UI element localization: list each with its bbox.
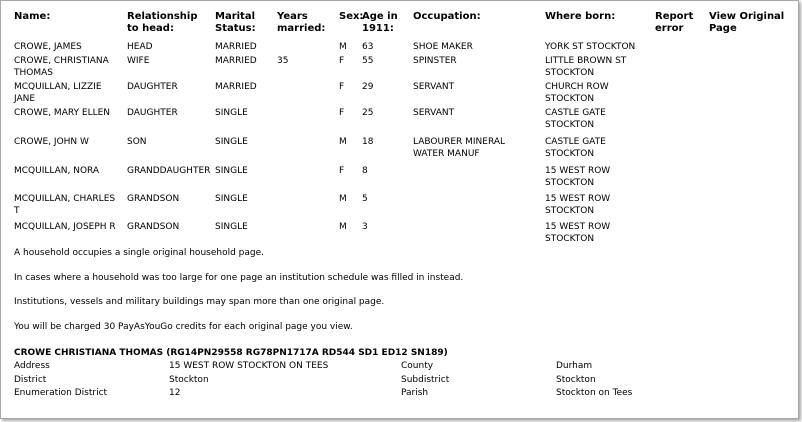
cell-born: CHURCH ROW STOCKTON: [545, 82, 609, 104]
cell-marital: SINGLE: [215, 108, 248, 118]
cell-view-original: [706, 218, 796, 246]
cell-marital: MARRIED: [215, 56, 257, 66]
detail-row: [14, 388, 794, 402]
cell-name: MCQUILLAN, CHARLES T: [14, 194, 116, 216]
note-single-page: A household occupies a single original household page.: [14, 248, 264, 258]
cell-marital: SINGLE: [215, 166, 248, 176]
cell-born: 15 WEST ROW STOCKTON: [545, 194, 611, 216]
cell-relationship: GRANDSON: [127, 222, 180, 232]
cell-marital: SINGLE: [215, 222, 248, 232]
cell-occupation: SERVANT: [413, 82, 455, 92]
cell-occupation: LABOURER MINERAL WATER MANUF: [413, 137, 506, 159]
district-value: Stockton: [169, 374, 209, 385]
header-occupation: Occupation:: [413, 11, 481, 22]
parish-label: Parish: [401, 388, 429, 398]
cell-report-error: [652, 218, 706, 246]
county-value: Durham: [556, 361, 593, 371]
address-label: Address: [14, 361, 50, 371]
cell-name: CROWE, CHRISTIANA THOMAS: [14, 56, 109, 78]
cell-years: [274, 106, 336, 132]
cell-relationship: DAUGHTER: [127, 82, 178, 92]
subdistrict-label: Subdistrict: [401, 374, 450, 385]
cell-born: YORK ST STOCKTON: [545, 42, 636, 52]
table-row: [11, 106, 796, 132]
cell-born: CASTLE GATE STOCKTON: [545, 137, 606, 159]
detail-row: [14, 375, 794, 389]
district-label: District: [14, 374, 47, 385]
note-institution-schedule: In cases where a household was too large for one page an institution schedule was filled in instead.: [14, 272, 464, 283]
cell-years: [274, 80, 336, 106]
cell-name: CROWE, MARY ELLEN: [14, 108, 111, 118]
cell-occupation: [410, 218, 542, 246]
cell-view-original: [706, 161, 796, 190]
cell-relationship: SON: [127, 137, 147, 147]
cell-years: [274, 132, 336, 161]
address-value: 15 WEST ROW STOCKTON ON TEES: [169, 361, 329, 371]
cell-years: [274, 39, 336, 54]
cell-born: 15 WEST ROW STOCKTON: [545, 222, 611, 244]
cell-relationship: HEAD: [127, 42, 153, 52]
header-marital-status: Marital Status:: [215, 11, 256, 34]
cell-marital: MARRIED: [215, 82, 257, 92]
cell-name: CROWE, JOHN W: [14, 137, 89, 147]
cell-report-error: [652, 161, 706, 190]
cell-report-error: [652, 132, 706, 161]
table-row: [11, 132, 796, 161]
cell-report-error: [652, 190, 706, 218]
table-row: [11, 161, 796, 190]
header-where-born: Where born:: [545, 11, 616, 22]
cell-view-original: [706, 106, 796, 132]
cell-born: 15 WEST ROW STOCKTON: [545, 166, 611, 188]
cell-sex: M: [339, 137, 347, 147]
cell-sex: M: [339, 42, 347, 52]
household-table: [11, 9, 796, 246]
cell-name: MCQUILLAN, LIZZIE JANE: [14, 82, 102, 104]
cell-age: 55: [362, 56, 374, 66]
header-age: Age in 1911:: [362, 11, 398, 34]
cell-born: CASTLE GATE STOCKTON: [545, 108, 606, 130]
cell-report-error: [652, 106, 706, 132]
cell-name: MCQUILLAN, JOSEPH R: [14, 222, 116, 232]
table-header-row: [11, 9, 796, 39]
cell-sex: F: [339, 166, 345, 176]
cell-occupation: SHOE MAKER: [413, 42, 473, 52]
table-row: [11, 39, 796, 54]
table-row: [11, 218, 796, 246]
cell-years: [274, 161, 336, 190]
cell-years: [274, 190, 336, 218]
notes-section: [14, 247, 463, 345]
cell-view-original: [706, 132, 796, 161]
cell-view-original: [706, 190, 796, 218]
cell-name: CROWE, JAMES: [14, 42, 82, 52]
cell-marital: SINGLE: [215, 137, 248, 147]
subdistrict-value: Stockton: [556, 374, 596, 385]
note-credits-charge: You will be charged 30 PayAsYouGo credits for each original page you view.: [14, 321, 353, 332]
cell-relationship: WIFE: [127, 56, 150, 66]
table-row: [11, 54, 796, 80]
cell-sex: F: [339, 108, 345, 118]
table-row: [11, 190, 796, 218]
cell-age: 25: [362, 108, 374, 118]
county-label: County: [401, 361, 434, 371]
cell-report-error: [652, 54, 706, 80]
header-report-error: Report error: [655, 11, 694, 34]
cell-sex: M: [339, 194, 347, 204]
cell-relationship: GRANDDAUGHTER: [127, 166, 211, 176]
cell-age: 5: [362, 194, 368, 204]
header-name: Name:: [14, 11, 51, 22]
cell-age: 29: [362, 82, 374, 92]
cell-sex: F: [339, 56, 345, 66]
cell-sex: F: [339, 82, 345, 92]
cell-occupation: [410, 161, 542, 190]
record-details: [14, 361, 794, 402]
cell-occupation: SPINSTER: [413, 56, 457, 66]
cell-age: 3: [362, 222, 368, 232]
cell-sex: M: [339, 222, 347, 232]
header-sex: Sex:: [339, 11, 364, 22]
cell-view-original: [706, 54, 796, 80]
enumeration-district-value: 12: [169, 388, 181, 398]
cell-report-error: [652, 39, 706, 54]
cell-occupation: [410, 190, 542, 218]
cell-age: 63: [362, 42, 374, 52]
record-title: CROWE CHRISTIANA THOMAS (RG14PN29558 RG78PN1717A RD544 SD1 ED12 SN189): [14, 348, 448, 358]
cell-view-original: [706, 39, 796, 54]
cell-occupation: SERVANT: [413, 108, 455, 118]
cell-years: 35: [277, 56, 289, 66]
cell-age: 18: [362, 137, 374, 147]
cell-marital: MARRIED: [215, 42, 257, 52]
parish-value: Stockton on Tees: [556, 388, 633, 398]
cell-age: 8: [362, 166, 368, 176]
header-years-married: Years married:: [277, 11, 326, 34]
table-row: [11, 80, 796, 106]
note-multiple-pages: Institutions, vessels and military buildings may span more than one original page.: [14, 297, 385, 307]
cell-born: LITTLE BROWN ST STOCKTON: [545, 56, 627, 78]
header-view-original: View Original Page: [709, 11, 785, 34]
enumeration-district-label: Enumeration District: [14, 388, 108, 398]
cell-report-error: [652, 80, 706, 106]
cell-years: [274, 218, 336, 246]
cell-relationship: DAUGHTER: [127, 108, 178, 118]
detail-row: [14, 361, 794, 375]
cell-relationship: GRANDSON: [127, 194, 180, 204]
cell-marital: SINGLE: [215, 194, 248, 204]
cell-name: MCQUILLAN, NORA: [14, 166, 100, 176]
header-relationship: Relationship to head:: [127, 11, 198, 34]
cell-view-original: [706, 80, 796, 106]
